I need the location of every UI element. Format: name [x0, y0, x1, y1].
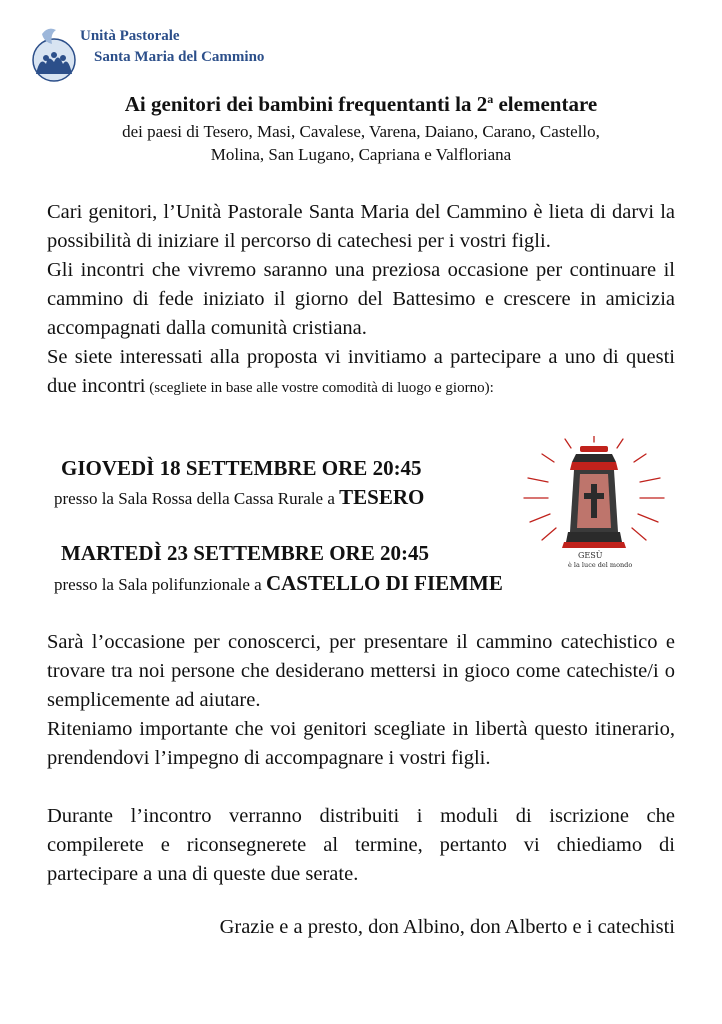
page-subtitle: dei paesi di Tesero, Masi, Cavalese, Varena, Daiano, Carano, Castello, Molina, San Lugano, Capriana e Valfloriana — [122, 122, 600, 164]
middle-section — [47, 628, 675, 773]
intro-paragraph-3: Se siete interessati alla proposta vi invitiamo a partecipare a uno di questi due incontri (scegliete in base alle vostre comodità di luogo e giorno): — [47, 346, 675, 397]
closing-paragraph: Durante l’incontro verranno distribuiti i moduli di iscrizione che compilerete e riconsegnerete al termine, pertanto vi chiediamo di partecipare a una di queste due serate. — [47, 805, 675, 885]
intro-paragraph-2: Gli incontri che vivremo saranno una preziosa occasione per continuare il cammino di fede iniziato il giorno del Battesimo e crescere in amicizia accompagnati dalla comunità cristiana. — [47, 259, 675, 339]
header — [30, 24, 330, 88]
closing-section — [47, 802, 675, 889]
parish-logo-icon — [30, 24, 82, 86]
event-1-date: GIOVEDÌ 18 SETTEMBRE ORE 20:45 — [61, 456, 422, 480]
intro-section — [47, 198, 675, 403]
event-1-place: presso la Sala Rossa della Cassa Rurale a TESERO — [54, 485, 425, 509]
event-2-date: MARTEDÌ 23 SETTEMBRE ORE 20:45 — [61, 541, 429, 565]
lantern-tagline: è la luce del mondo — [568, 561, 633, 569]
middle-paragraph-1: Sarà l’occasione per conoscerci, per presentare il cammino catechistico e trovare tra noi persone che desiderano mettersi in gioco come catechiste/i o semplicemente ad aiutare. — [47, 631, 675, 711]
middle-paragraph-2: Riteniamo importante che voi genitori scegliate in libertà questo itinerario, prendendovi l’impegno di accompagnare i vostri figli. — [47, 718, 675, 769]
intro-paragraph-1: Cari genitori, l’Unità Pastorale Santa Maria del Cammino è lieta di darvi la possibilità di iniziare il percorso di catechesi per i vostri figli. — [47, 201, 675, 252]
signature: Grazie e a presto, don Albino, don Alberto e i catechisti — [219, 916, 675, 938]
page-title: Ai genitori dei bambini frequentanti la 2$^a$ elementare — [124, 92, 598, 116]
org-name-line1: Unità Pastorale — [80, 28, 180, 44]
org-name-line2: Santa Maria del Cammino — [94, 49, 265, 65]
lantern-icon — [514, 436, 674, 570]
lantern-word: GESÙ — [578, 551, 603, 560]
event-2-place: presso la Sala polifunzionale a CASTELLO DI FIEMME — [54, 571, 503, 595]
